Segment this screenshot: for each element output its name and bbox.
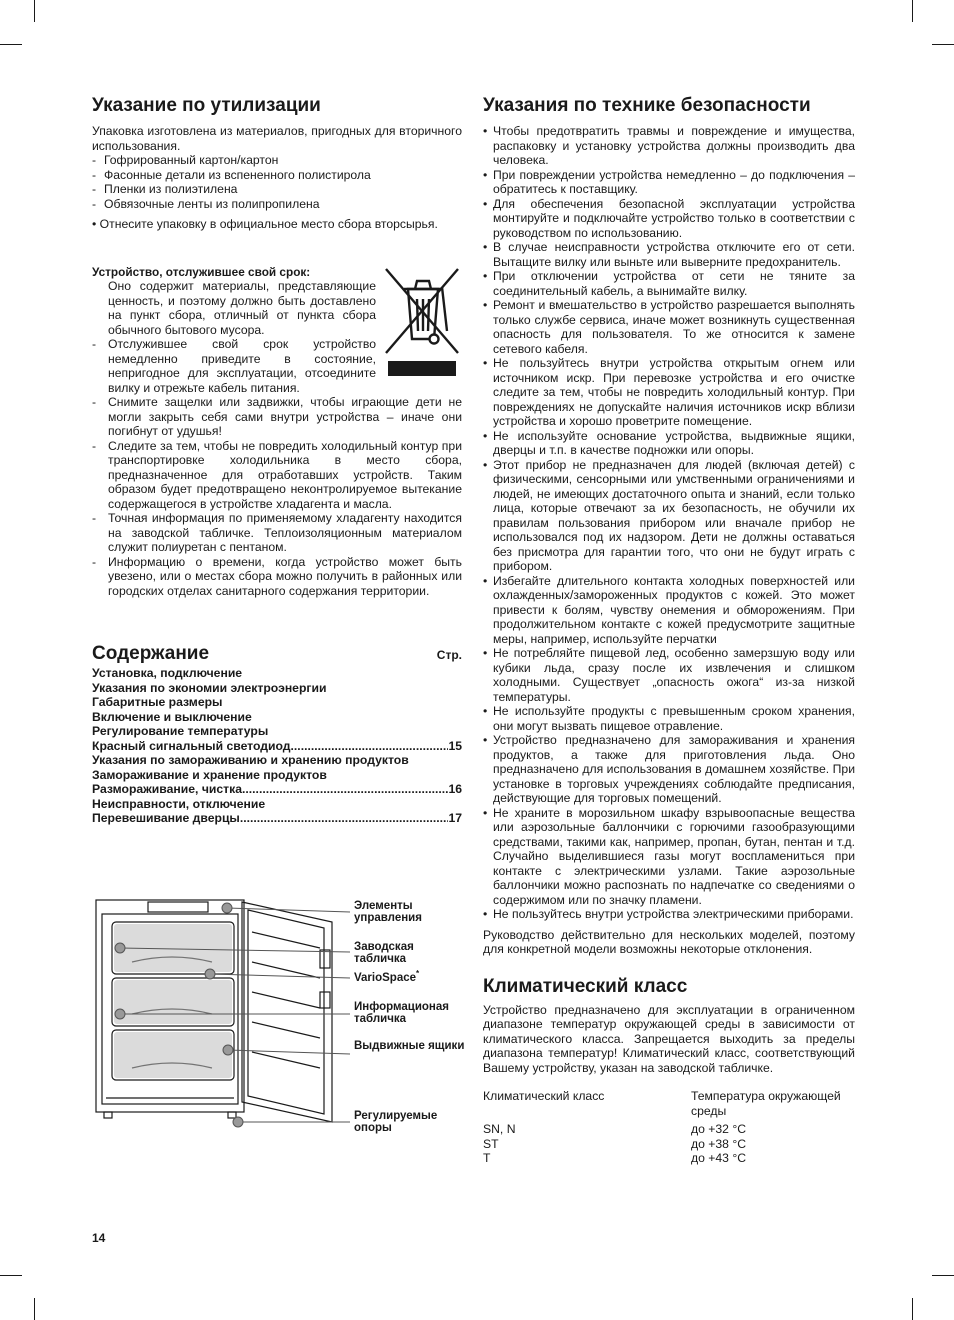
toc-item[interactable]: Включение и выключение (92, 709, 252, 724)
disposal-title: Указание по утилизации (92, 95, 321, 116)
freezer-diagram (92, 892, 467, 1142)
crop-mark (932, 44, 954, 45)
climate-class-cell: ST (483, 1136, 499, 1151)
toc-item[interactable]: Перевешивание дверцы ..... 17 (92, 811, 462, 826)
climate-text: Устройство предназначено для эксплуатации в ограниченном диапазоне температур окружающей среды в зависимости от климатического класса. Запрещается выходить за пределы диапазона температур! Климатический класс, соответствующий Вашему устройству, указан на заводской табличке. (483, 1002, 855, 1075)
toc-item[interactable]: Указания по замораживанию и хранению продуктов (92, 753, 409, 767)
list-item: • Этот прибор не предназначен для людей (включая детей) с физическими, сенсорными или умственными ограничениями и людей, не имеющих достаточного опыта и знаний, если только лица, которые отвечают за их безопасность, не обучили их правилам пользования прибором или вначале прибор не использовался под их надзором. Дети не должны оставаться без присмотра для гарантии того, что они не будут играть с прибором. (483, 458, 855, 574)
list-item: - Гофрированный картон/картон (92, 153, 462, 168)
right-column (483, 94, 855, 1166)
climate-class-cell: SN, N (483, 1122, 516, 1136)
label-variospace: VarioSpace* (354, 969, 420, 984)
list-item: • Для обеспечения безопасной эксплуатации устройства монтируйте и подключайте устройство только в соответствии с руководством по использованию. (483, 197, 855, 241)
toc-page-label: Стр. (436, 648, 462, 662)
climate-temp-cell: до +38 °C (691, 1136, 747, 1151)
page-number: 14 (92, 1231, 106, 1245)
crossed-bin-icon (382, 265, 462, 377)
toc-item[interactable]: Установка, подключение (92, 666, 243, 680)
list-item: - Фасонные детали из вспененного полистирола (92, 168, 462, 183)
crop-mark (932, 1275, 954, 1276)
toc-title: Содержание (92, 643, 210, 664)
crop-mark (912, 1298, 913, 1320)
list-item: • В случае неисправности устройства отключите его от сети. Вытащите вилку или выньте или выверните предохранитель. (483, 240, 855, 269)
crop-mark (0, 44, 22, 45)
label-plate: Заводская табличка (354, 941, 414, 965)
safety-title: Указания по технике безопасности (483, 95, 811, 116)
list-item: - Информацию о времени, когда устройство может быть увезено, или о местах сбора можно получить в районных или городских отделах санитарного содержания территории. (92, 555, 462, 599)
device-intro: Оно содержит материалы, представляющие ценность, и поэтому должно быть доставлено на пункт сбора, отличный от пункта сбора обычного бытового мусора. (108, 279, 376, 337)
safety-note: Руководство действительно для нескольких моделей, поэтому для конкретной модели возможны некоторые отклонения. (483, 927, 855, 956)
list-item: - Отслужившее свой срок устройство немедленно приведите в состояние, непригодное для эксплуатации, отсоедините вилку и отрежьте кабель питания. (92, 337, 376, 395)
toc-item[interactable]: Размораживание, чистка ..... 16 (92, 782, 462, 797)
device-heading: Устройство, отслужившее свой срок: (92, 264, 311, 279)
label-info-plate: Информационая табличка (354, 1001, 449, 1025)
list-item: • Избегайте длительного контакта холодных поверхностей или охлажденных/замороженных продуктов с кожей. Это может привести к болям, чувству онемения и обморожениям. При продолжительном контакте с кожей предусмотрите защитные меры, например, используйте перчатки (483, 574, 855, 647)
list-item: - Снимите защелки или задвижки, чтобы играющие дети не могли закрыть себя сами внутри устройства – иначе они погибнут от удушья! (92, 395, 462, 439)
label-drawers: Выдвижные ящики (354, 1040, 465, 1052)
list-item: • Не пользуйтесь внутри устройства открытым огнем или источником искр. При перевозке устройства и его очистке следите за тем, чтобы не повредить холодильный контур. При повреждениях не допускайте наличия источников искр вблизи устройства и хорошо проветрите помещение. (483, 356, 855, 429)
climate-temp-cell: до +43 °C (691, 1151, 747, 1165)
label-feet: Регулируемые опоры (354, 1110, 438, 1134)
list-item: • Не храните в морозильном шкафу взрывоопасные вещества или аэрозольные баллончики с горючими газообразующими средствами, такими как, например, пропан, бутан, пентан и т.д. Случайно выделившиеся газы могут воспламениться при контакте с электрическими узлами. Такие аэрозольные баллончики можно распознать по надпечатке со сведениями о содержимом или по значку пламени. (483, 806, 855, 908)
list-item: • Не используйте основание устройства, выдвижные ящики, дверцы и т.п. в качестве подножки или опоры. (483, 429, 855, 458)
list-item: - Точная информация по применяемому хладагенту находится на заводской табличке. Теплоизоляционным материалом служит полиуретан с пентаном. (92, 511, 462, 555)
device-block (92, 265, 462, 599)
crop-mark (0, 1275, 22, 1276)
list-item: • Устройство предназначено для замораживания и хранения продуктов, а также для приготовления льда. Оно предназначено для использования в домашнем хозяйстве. При установке в торговых учреждениях соблюдайте предписания, действующие для торговых помещений. (483, 733, 855, 806)
crop-mark (34, 1298, 35, 1320)
list-item: - Следите за тем, чтобы не повредить холодильный контур при транспортировке холодильника в место сбора, предназначенное для отработавших устройств. Таким образом будет предотвращено неконтролируемое вытекание содержащегося в устройстве хладагента и масла. (92, 439, 462, 512)
list-item: - Пленки из полиэтилена (92, 182, 462, 197)
climate-col2-header: Температура окружающей среды (691, 1089, 841, 1118)
list-item: • При отключении устройства от сети не тяните за соединительный кабель, а вынимайте вилку. (483, 269, 855, 298)
label-controls: Элементы управления (354, 900, 422, 924)
toc-item[interactable]: Габаритные размеры (92, 695, 223, 709)
climate-title: Климатический класс (483, 975, 688, 997)
disposal-note: • Отнесите упаковку в официальное место сбора вторсырья. (92, 217, 438, 231)
toc-header (92, 642, 462, 666)
climate-temp-cell: до +32 °C (691, 1122, 747, 1136)
list-item: • Не пользуйтесь внутри устройства электрическими приборами. (483, 907, 855, 922)
toc-item[interactable]: Регулирование температуры (92, 724, 269, 738)
toc-item[interactable]: Замораживание и хранение продуктов (92, 767, 327, 782)
crop-mark (912, 0, 913, 22)
toc-item[interactable]: Указания по экономии электроэнергии (92, 680, 327, 695)
list-item: • Чтобы предотвратить травмы и повреждение и имущества, распаковку и установку устройства должны производить два человека. (483, 124, 855, 168)
disposal-list (92, 153, 462, 211)
list-item: • Не потребляйте пищевой лед, особенно замерзшую воду или кубики льда, сразу после их извлечения и слишком холодными. Существует „опасность ожога“ из-за низкой температуры. (483, 646, 855, 704)
list-item: • Ремонт и вмешательство в устройство разрешается выполнять только службе сервиса, иначе может возникнуть существенная опасность для пользователя. То же относится к замене сетевого кабеля. (483, 298, 855, 356)
device-list (92, 395, 462, 598)
list-item: • При повреждении устройства немедленно – до подключения – обратитесь к поставщику. (483, 168, 855, 197)
left-column (92, 94, 462, 826)
toc-item[interactable]: Неисправности, отключение (92, 796, 266, 811)
crop-mark (34, 0, 35, 22)
list-item: • Не используйте продукты с превышенным сроком хранения, они могут вызвать пищевое отравление. (483, 704, 855, 733)
climate-table (483, 1089, 855, 1166)
climate-col1-header: Климатический класс (483, 1089, 605, 1103)
list-item: - Обвязочные ленты из полипропилена (92, 197, 462, 212)
safety-list (483, 124, 855, 922)
disposal-intro: Упаковка изготовлена из материалов, пригодных для вторичного использования. (92, 124, 462, 153)
climate-class-cell: T (483, 1151, 491, 1165)
toc-item[interactable]: Красный сигнальный светодиод ..... 15 (92, 739, 462, 754)
toc-list (92, 666, 462, 826)
